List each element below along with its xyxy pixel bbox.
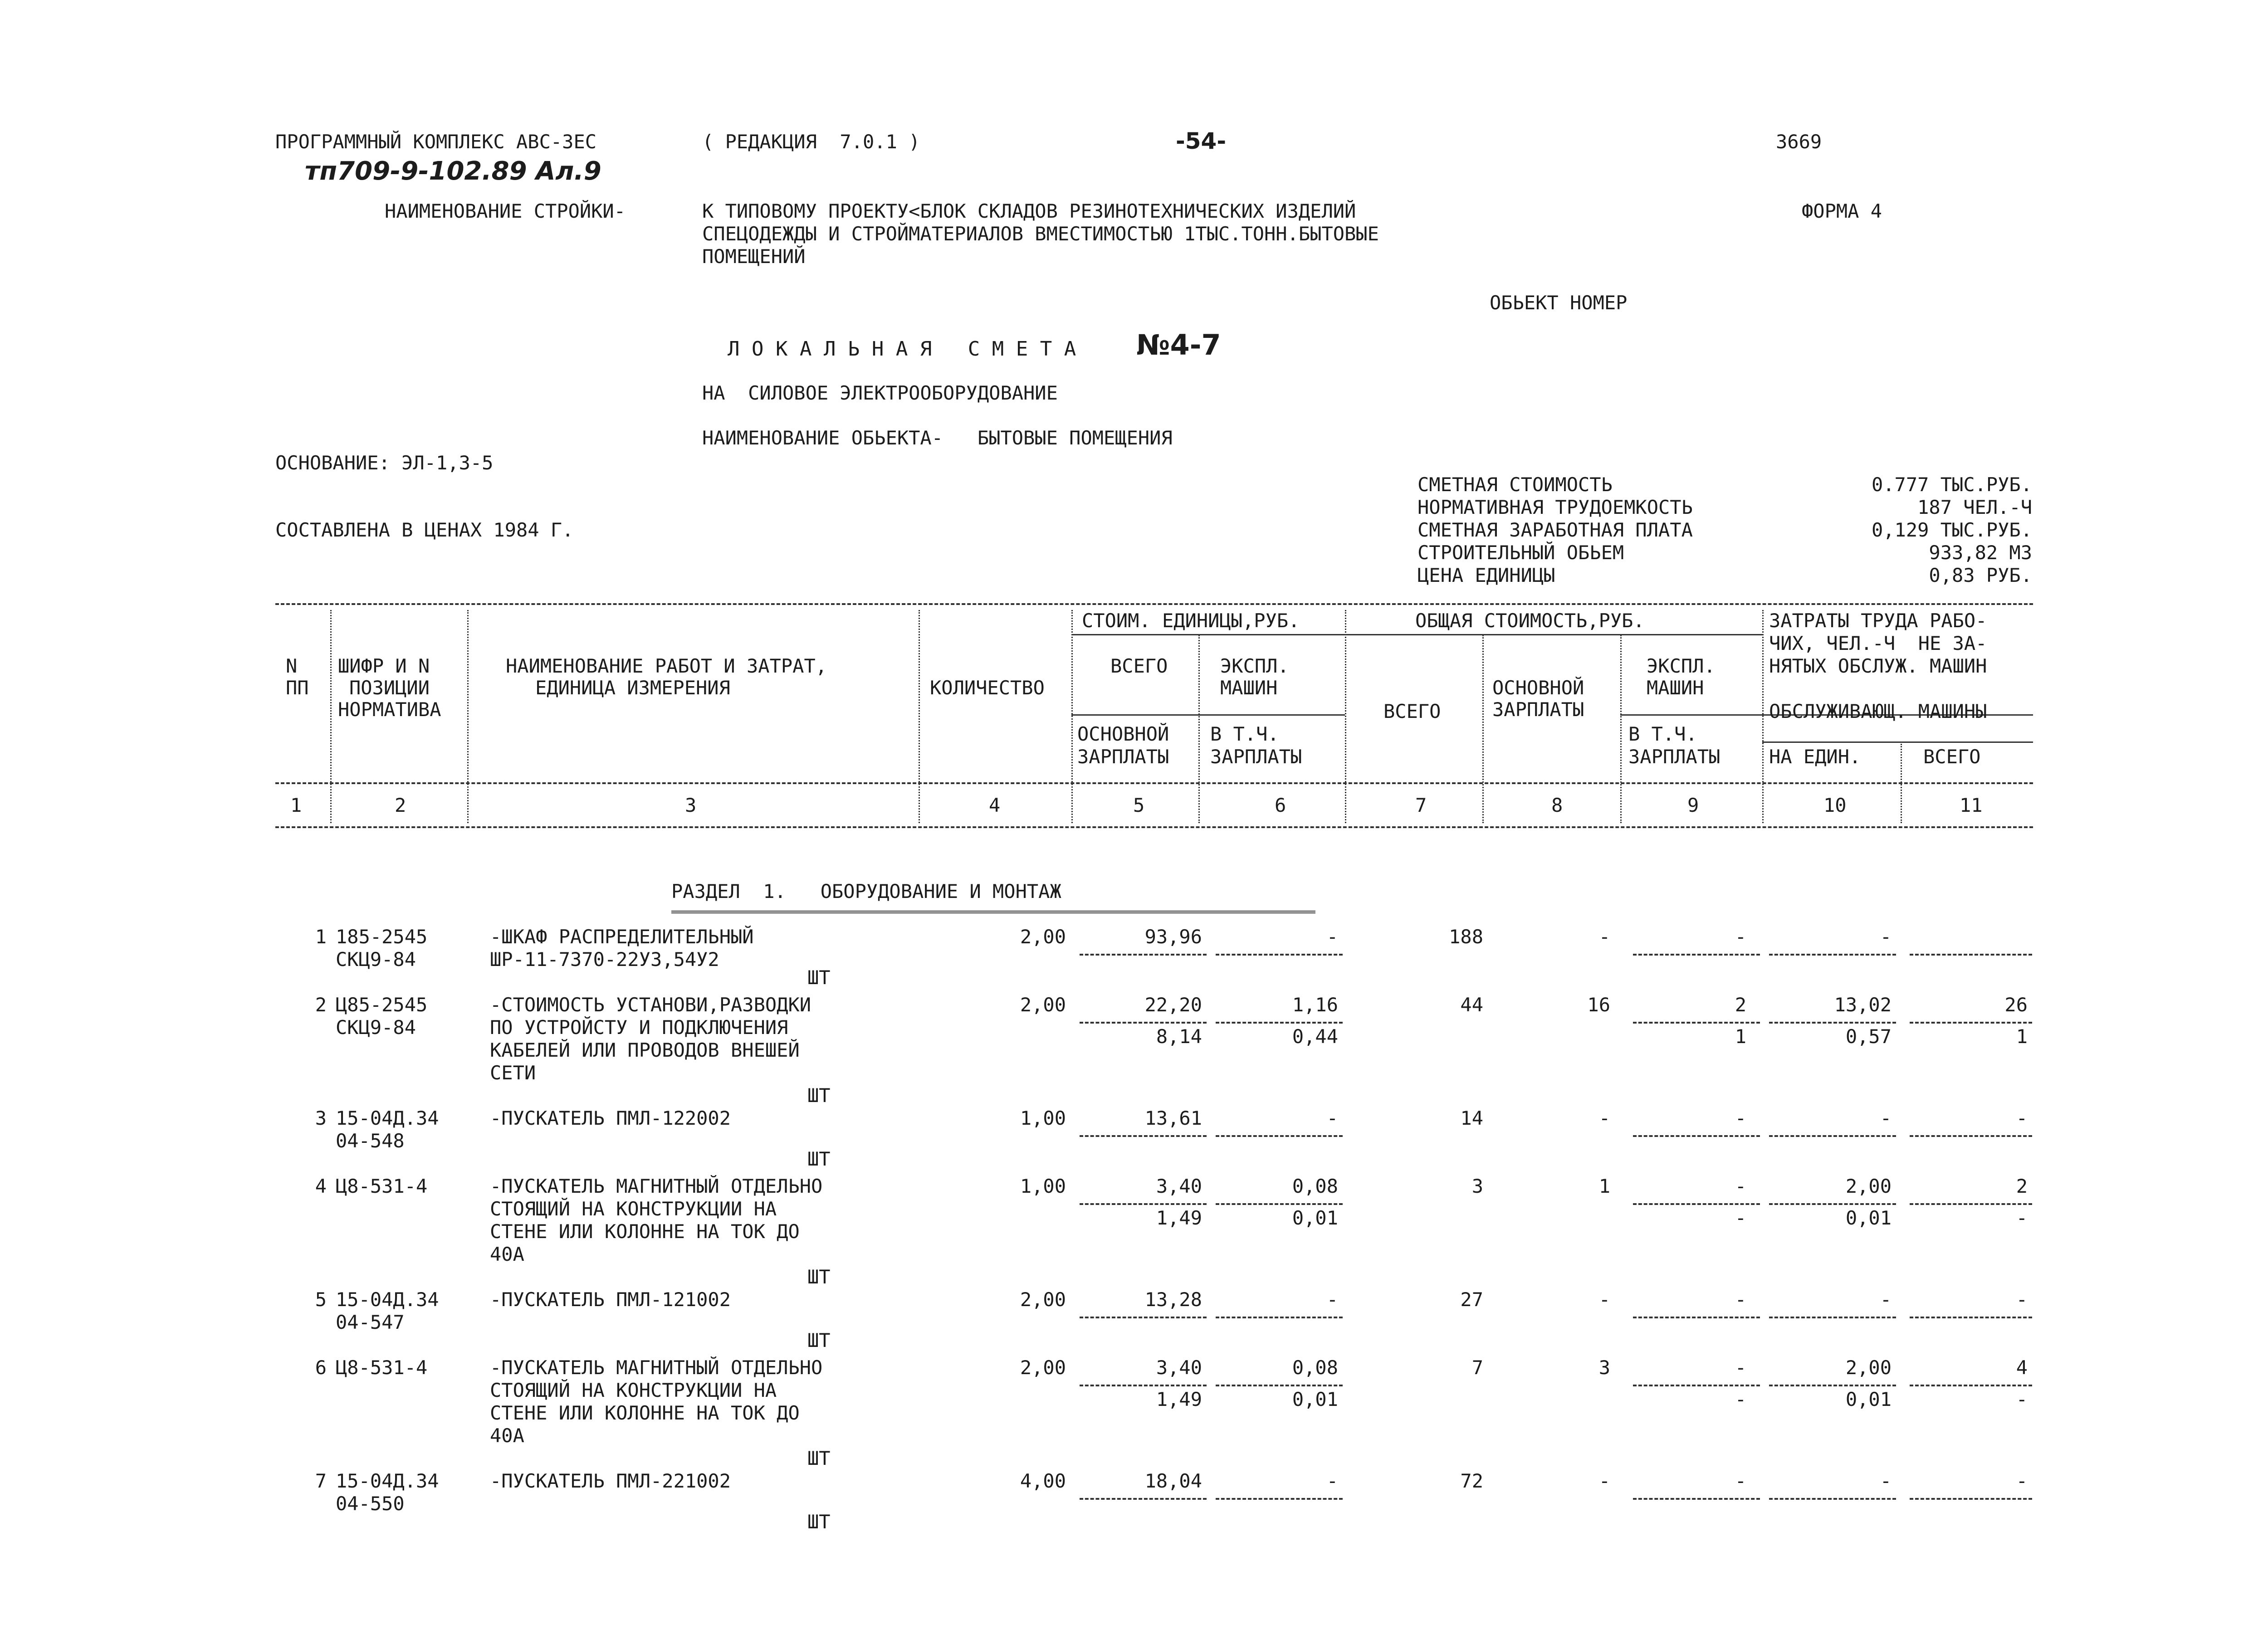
row-labor-unit-2: 0,01	[1845, 1388, 1892, 1410]
col-number-9: 9	[1687, 794, 1699, 816]
col3-head-1: НАИМЕНОВАНИЕ РАБОТ И ЗАТРАТ,	[506, 655, 827, 677]
summary-label-labor: НОРМАТИВНАЯ ТРУДОЕМКОСТЬ	[1418, 496, 1693, 518]
header-bottom-rule	[275, 782, 2033, 784]
row-code: СКЦ9-84	[336, 1016, 416, 1039]
row-number: 7	[315, 1470, 327, 1492]
column-number-rule	[275, 826, 2033, 828]
row-total: 14	[1460, 1107, 1483, 1129]
row-rule	[1769, 1022, 1896, 1024]
col-sep-4	[1071, 610, 1073, 823]
col2-head-2: ПОЗИЦИИ	[349, 677, 430, 699]
handwritten-project-code: тп709-9-102.89 Ал.9	[305, 156, 601, 186]
row-total: 72	[1460, 1470, 1483, 1492]
row-code: 04-550	[336, 1493, 405, 1515]
row-code: СКЦ9-84	[336, 948, 416, 971]
unit-cost-vtch-head-1: В Т.Ч.	[1210, 723, 1279, 745]
row-unit-wage: 1,49	[1156, 1207, 1202, 1229]
row-code: 185-2545	[336, 926, 428, 948]
labor-head-2: ЧИХ, ЧЕЛ.-Ч НЕ ЗА-	[1769, 632, 1987, 654]
row-total: 188	[1449, 926, 1483, 948]
row-code: Ц8-531-4	[336, 1356, 428, 1379]
row-name: ПО УСТРОЙСТУ И ПОДКЛЮЧЕНИЯ	[490, 1016, 788, 1039]
row-rule	[1633, 1317, 1760, 1318]
col-number-1: 1	[290, 794, 302, 816]
row-unit: ШТ	[807, 1329, 831, 1351]
handwritten-estimate-number: №4-7	[1136, 328, 1221, 361]
row-rule	[1769, 1317, 1896, 1318]
total-cost-all-head: ВСЕГО	[1383, 700, 1441, 722]
row-rule	[1769, 1135, 1896, 1137]
basis: ОСНОВАНИЕ: ЭЛ-1,3-5	[275, 452, 494, 474]
row-code: 04-547	[336, 1311, 405, 1333]
row-quantity: 1,00	[1020, 1107, 1066, 1129]
row-rule	[1633, 1022, 1760, 1024]
form-label: ФОРМА 4	[1802, 200, 1882, 222]
row-number: 2	[315, 994, 327, 1016]
row-rule	[1080, 1317, 1207, 1318]
col-sep-3	[919, 610, 920, 823]
summary-value-unit-price: 0,83 РУБ.	[1929, 564, 2032, 586]
row-total-ekspl-wage: 1	[1735, 1025, 1746, 1048]
total-cost-rule	[1345, 634, 1762, 635]
row-total: 44	[1460, 994, 1483, 1016]
row-total: 7	[1471, 1356, 1483, 1379]
col1-head-2: ПП	[286, 677, 309, 699]
row-unit-ekspl: 0,08	[1292, 1175, 1338, 1197]
labor-total-head: ВСЕГО	[1923, 746, 1981, 768]
summary-value-wages: 0,129 ТЫС.РУБ.	[1871, 519, 2032, 541]
unit-cost-head: СТОИМ. ЕДИНИЦЫ,РУБ.	[1082, 610, 1300, 632]
row-rule	[1633, 1135, 1760, 1137]
row-code: 04-548	[336, 1130, 405, 1152]
row-labor-total: -	[2016, 1288, 2028, 1311]
row-labor-unit: 13,02	[1834, 994, 1892, 1016]
row-name: СТОЯЩИЙ НА КОНСТРУКЦИИ НА	[490, 1198, 777, 1220]
estimate-subject: НА СИЛОВОЕ ЭЛЕКТРООБОРУДОВАНИЕ	[702, 382, 1058, 404]
construction-label: НАИМЕНОВАНИЕ СТРОЙКИ-	[385, 200, 626, 222]
col-number-11: 11	[1960, 794, 1983, 816]
row-unit: ШТ	[807, 1148, 831, 1170]
object-number-label: ОБЬЕКТ НОМЕР	[1490, 292, 1628, 314]
row-unit-cost: 13,28	[1144, 1288, 1202, 1311]
col-sep-8	[1620, 635, 1622, 823]
row-rule	[1633, 1385, 1760, 1386]
row-name: 40А	[490, 1424, 524, 1447]
row-total-ekspl: -	[1735, 1288, 1746, 1311]
row-unit: ШТ	[807, 1511, 831, 1533]
row-name: -ПУСКАТЕЛЬ МАГНИТНЫЙ ОТДЕЛЬНО	[490, 1356, 823, 1379]
row-rule	[1769, 1203, 1896, 1205]
row-name: КАБЕЛЕЙ ИЛИ ПРОВОДОВ ВНЕШЕЙ	[490, 1039, 800, 1061]
row-rule	[1080, 1498, 1207, 1500]
col-sep-6	[1345, 610, 1346, 823]
row-rule	[1910, 1317, 2032, 1318]
row-rule	[1216, 954, 1343, 956]
row-name: СТОЯЩИЙ НА КОНСТРУКЦИИ НА	[490, 1379, 777, 1401]
row-unit-ekspl: -	[1326, 1470, 1338, 1492]
document-number: 3669	[1776, 131, 1822, 153]
row-total-wage: -	[1598, 1107, 1610, 1129]
row-rule	[1769, 1385, 1896, 1386]
labor-sub-rule-2	[1762, 741, 2033, 743]
row-name: -ПУСКАТЕЛЬ ПМЛ-221002	[490, 1470, 731, 1492]
summary-label-unit-price: ЦЕНА ЕДИНИЦЫ	[1418, 564, 1555, 586]
col-sep-2	[467, 610, 469, 823]
row-unit-cost: 22,20	[1144, 994, 1202, 1016]
row-labor-total: -	[2016, 1470, 2028, 1492]
program-name: ПРОГРАММНЫЙ КОМПЛЕКС АВС-3ЕС	[275, 131, 597, 153]
summary-value-volume: 933,82 М3	[1929, 541, 2032, 564]
total-cost-vtch-head-2: ЗАРПЛАТЫ	[1628, 746, 1721, 768]
col-sep-1	[330, 610, 332, 823]
row-unit-ekspl: -	[1326, 1288, 1338, 1311]
row-rule	[1216, 1385, 1343, 1386]
row-number: 1	[315, 926, 327, 948]
row-quantity: 2,00	[1020, 1288, 1066, 1311]
row-rule	[1769, 954, 1896, 956]
row-unit-wage: 1,49	[1156, 1388, 1202, 1410]
row-total: 3	[1471, 1175, 1483, 1197]
row-labor-total: 4	[2016, 1356, 2028, 1379]
row-unit-ekspl-wage: 0,44	[1292, 1025, 1338, 1048]
row-number: 4	[315, 1175, 327, 1197]
col-sep-5	[1198, 635, 1200, 823]
row-rule	[1633, 954, 1760, 956]
col4-head: КОЛИЧЕСТВО	[930, 677, 1045, 699]
row-rule	[1910, 1203, 2032, 1205]
row-labor-unit: 2,00	[1845, 1356, 1892, 1379]
row-labor-unit: 2,00	[1845, 1175, 1892, 1197]
row-number: 3	[315, 1107, 327, 1129]
object-name: НАИМЕНОВАНИЕ ОБЬЕКТА- БЫТОВЫЕ ПОМЕЩЕНИЯ	[702, 427, 1173, 449]
col-number-10: 10	[1823, 794, 1847, 816]
row-labor-unit: -	[1880, 1288, 1892, 1311]
row-unit-ekspl-wage: 0,01	[1292, 1207, 1338, 1229]
header-top-rule	[275, 603, 2033, 605]
total-cost-vtch-head-1: В Т.Ч.	[1628, 723, 1697, 745]
row-code: Ц85-2545	[336, 994, 428, 1016]
unit-cost-wage-head-1: ОСНОВНОЙ	[1077, 723, 1169, 745]
unit-cost-rule	[1071, 634, 1345, 635]
row-labor-total-2: -	[2016, 1207, 2028, 1229]
row-unit-cost: 3,40	[1156, 1175, 1202, 1197]
summary-label-wages: СМЕТНАЯ ЗАРАБОТНАЯ ПЛАТА	[1418, 519, 1693, 541]
construction-line-1: К ТИПОВОМУ ПРОЕКТУ<БЛОК СКЛАДОВ РЕЗИНОТЕХНИЧЕСКИХ ИЗДЕЛИЙ	[702, 200, 1356, 222]
row-number: 5	[315, 1288, 327, 1311]
row-rule	[1216, 1203, 1343, 1205]
row-total-wage: 16	[1587, 994, 1610, 1016]
total-cost-wage-head-1: ОСНОВНОЙ	[1492, 677, 1584, 699]
row-labor-total-2: 1	[2016, 1025, 2028, 1048]
row-unit-ekspl: -	[1326, 1107, 1338, 1129]
summary-label-cost: СМЕТНАЯ СТОИМОСТЬ	[1418, 473, 1613, 496]
row-labor-unit: -	[1880, 1107, 1892, 1129]
unit-cost-ekspl-head-1: ЭКСПЛ.	[1220, 655, 1289, 677]
construction-line-2: СПЕЦОДЕЖДЫ И СТРОЙМАТЕРИАЛОВ ВМЕСТИМОСТЬЮ 1ТЫС.ТОНН.БЫТОВЫЕ	[702, 223, 1379, 245]
row-total-ekspl: -	[1735, 1470, 1746, 1492]
row-labor-unit: -	[1880, 926, 1892, 948]
row-name: -ПУСКАТЕЛЬ ПМЛ-121002	[490, 1288, 731, 1311]
total-cost-ekspl-head-1: ЭКСПЛ.	[1647, 655, 1716, 677]
row-rule	[1080, 954, 1207, 956]
labor-per-unit-head: НА ЕДИН.	[1769, 746, 1861, 768]
row-quantity: 2,00	[1020, 926, 1066, 948]
col3-head-2: ЕДИНИЦА ИЗМЕРЕНИЯ	[535, 677, 730, 699]
summary-value-labor: 187 ЧЕЛ.-Ч	[1917, 496, 2032, 518]
row-total-ekspl: -	[1735, 1356, 1746, 1379]
row-labor-unit: -	[1880, 1470, 1892, 1492]
row-rule	[1216, 1022, 1343, 1024]
price-basis: СОСТАВЛЕНА В ЦЕНАХ 1984 Г.	[275, 519, 574, 541]
row-total-ekspl: -	[1735, 1107, 1746, 1129]
row-quantity: 1,00	[1020, 1175, 1066, 1197]
col1-head-1: N	[286, 655, 298, 677]
row-unit-ekspl-wage: 0,01	[1292, 1388, 1338, 1410]
row-rule	[1633, 1498, 1760, 1500]
row-unit-ekspl: 0,08	[1292, 1356, 1338, 1379]
col-number-2: 2	[395, 794, 406, 816]
row-name: -ПУСКАТЕЛЬ ПМЛ-122002	[490, 1107, 731, 1129]
col-number-8: 8	[1551, 794, 1563, 816]
row-labor-total-2: -	[2016, 1388, 2028, 1410]
unit-cost-total-head: ВСЕГО	[1110, 655, 1168, 677]
row-labor-unit-2: 0,01	[1845, 1207, 1892, 1229]
total-cost-head: ОБЩАЯ СТОИМОСТЬ,РУБ.	[1415, 610, 1645, 632]
row-unit-ekspl: 1,16	[1292, 994, 1338, 1016]
row-total-wage: 1	[1598, 1175, 1610, 1197]
row-rule	[1910, 1135, 2032, 1137]
row-total-wage: -	[1598, 1288, 1610, 1311]
construction-line-3: ПОМЕЩЕНИЙ	[702, 245, 806, 268]
row-rule	[1910, 1498, 2032, 1500]
row-rule	[1910, 1022, 2032, 1024]
row-rule	[1769, 1498, 1896, 1500]
row-code: Ц8-531-4	[336, 1175, 428, 1197]
ekspl-sub-rule	[1620, 714, 1762, 716]
row-unit: ШТ	[807, 1266, 831, 1288]
row-labor-unit-2: 0,57	[1845, 1025, 1892, 1048]
row-unit-cost: 18,04	[1144, 1470, 1202, 1492]
section-underline	[671, 911, 1315, 913]
row-code: 15-04Д.34	[336, 1288, 439, 1311]
col2-head-3: НОРМАТИВА	[338, 698, 441, 721]
row-total-ekspl: 2	[1735, 994, 1746, 1016]
summary-label-volume: СТРОИТЕЛЬНЫЙ ОБЬЕМ	[1418, 541, 1624, 564]
section-title: РАЗДЕЛ 1. ОБОРУДОВАНИЕ И МОНТАЖ	[671, 880, 1061, 902]
row-total-ekspl: -	[1735, 1175, 1746, 1197]
row-rule	[1216, 1135, 1343, 1137]
col-number-4: 4	[989, 794, 1001, 816]
row-rule	[1216, 1317, 1343, 1318]
row-code: 15-04Д.34	[336, 1107, 439, 1129]
row-total-wage: -	[1598, 926, 1610, 948]
row-code: 15-04Д.34	[336, 1470, 439, 1492]
row-rule	[1080, 1203, 1207, 1205]
summary-value-cost: 0.777 ТЫС.РУБ.	[1871, 473, 2032, 496]
unit-cost-wage-head-2: ЗАРПЛАТЫ	[1077, 746, 1169, 768]
row-labor-total: -	[2016, 1107, 2028, 1129]
row-rule	[1910, 954, 2032, 956]
total-cost-ekspl-head-2: МАШИН	[1647, 677, 1704, 699]
col-sep-9	[1762, 610, 1764, 823]
row-unit-cost: 3,40	[1156, 1356, 1202, 1379]
row-unit-wage: 8,14	[1156, 1025, 1202, 1048]
row-name: СЕТИ	[490, 1062, 536, 1084]
row-total-wage: 3	[1598, 1356, 1610, 1379]
row-name: 40А	[490, 1243, 524, 1265]
row-number: 6	[315, 1356, 327, 1379]
col-sep-7	[1482, 635, 1484, 823]
col-sep-10	[1901, 744, 1902, 823]
row-rule	[1216, 1498, 1343, 1500]
row-total-wage: -	[1598, 1470, 1610, 1492]
col-number-7: 7	[1415, 794, 1427, 816]
row-unit-ekspl: -	[1326, 926, 1338, 948]
row-rule	[1910, 1385, 2032, 1386]
row-unit-cost: 93,96	[1144, 926, 1202, 948]
row-name: СТЕНЕ ИЛИ КОЛОННЕ НА ТОК ДО	[490, 1402, 800, 1424]
page-number: -54-	[1176, 128, 1227, 154]
row-rule	[1080, 1022, 1207, 1024]
col-number-3: 3	[685, 794, 697, 816]
row-total-ekspl-wage: -	[1735, 1388, 1746, 1410]
row-name: -ШКАФ РАСПРЕДЕЛИТЕЛЬНЫЙ	[490, 926, 754, 948]
labor-head-1: ЗАТРАТЫ ТРУДА РАБО-	[1769, 610, 1987, 632]
row-unit: ШТ	[807, 966, 831, 989]
row-labor-total: 26	[2004, 994, 2028, 1016]
edition: ( РЕДАКЦИЯ 7.0.1 )	[702, 131, 920, 153]
row-total-ekspl-wage: -	[1735, 1207, 1746, 1229]
row-rule	[1080, 1385, 1207, 1386]
row-name: ШР-11-7370-22У3,54У2	[490, 948, 719, 971]
row-quantity: 2,00	[1020, 1356, 1066, 1379]
col2-head-1: ШИФР И N	[338, 655, 430, 677]
labor-head-4: ОБСЛУЖИВАЮЩ. МАШИНЫ	[1769, 700, 1987, 722]
unit-cost-vtch-head-2: ЗАРПЛАТЫ	[1210, 746, 1302, 768]
row-rule	[1633, 1203, 1760, 1205]
col-number-6: 6	[1275, 794, 1286, 816]
row-name: СТЕНЕ ИЛИ КОЛОННЕ НА ТОК ДО	[490, 1220, 800, 1243]
row-total: 27	[1460, 1288, 1483, 1311]
row-total-ekspl: -	[1735, 926, 1746, 948]
unit-cost-ekspl-head-2: МАШИН	[1220, 677, 1278, 699]
row-labor-total: 2	[2016, 1175, 2028, 1197]
col-number-5: 5	[1133, 794, 1145, 816]
row-name: -ПУСКАТЕЛЬ МАГНИТНЫЙ ОТДЕЛЬНО	[490, 1175, 823, 1197]
labor-head-3: НЯТЫХ ОБСЛУЖ. МАШИН	[1769, 655, 1987, 677]
document-title: Л О К А Л Ь Н А Я С М Е Т А	[728, 337, 1076, 361]
row-unit: ШТ	[807, 1084, 831, 1107]
total-cost-wage-head-2: ЗАРПЛАТЫ	[1492, 698, 1584, 721]
row-unit-cost: 13,61	[1144, 1107, 1202, 1129]
row-name: -СТОИМОСТЬ УСТАНОВИ,РАЗВОДКИ	[490, 994, 811, 1016]
unit-cost-sub-rule	[1071, 714, 1345, 716]
row-quantity: 4,00	[1020, 1470, 1066, 1492]
row-rule	[1080, 1135, 1207, 1137]
row-quantity: 2,00	[1020, 994, 1066, 1016]
row-unit: ШТ	[807, 1447, 831, 1469]
